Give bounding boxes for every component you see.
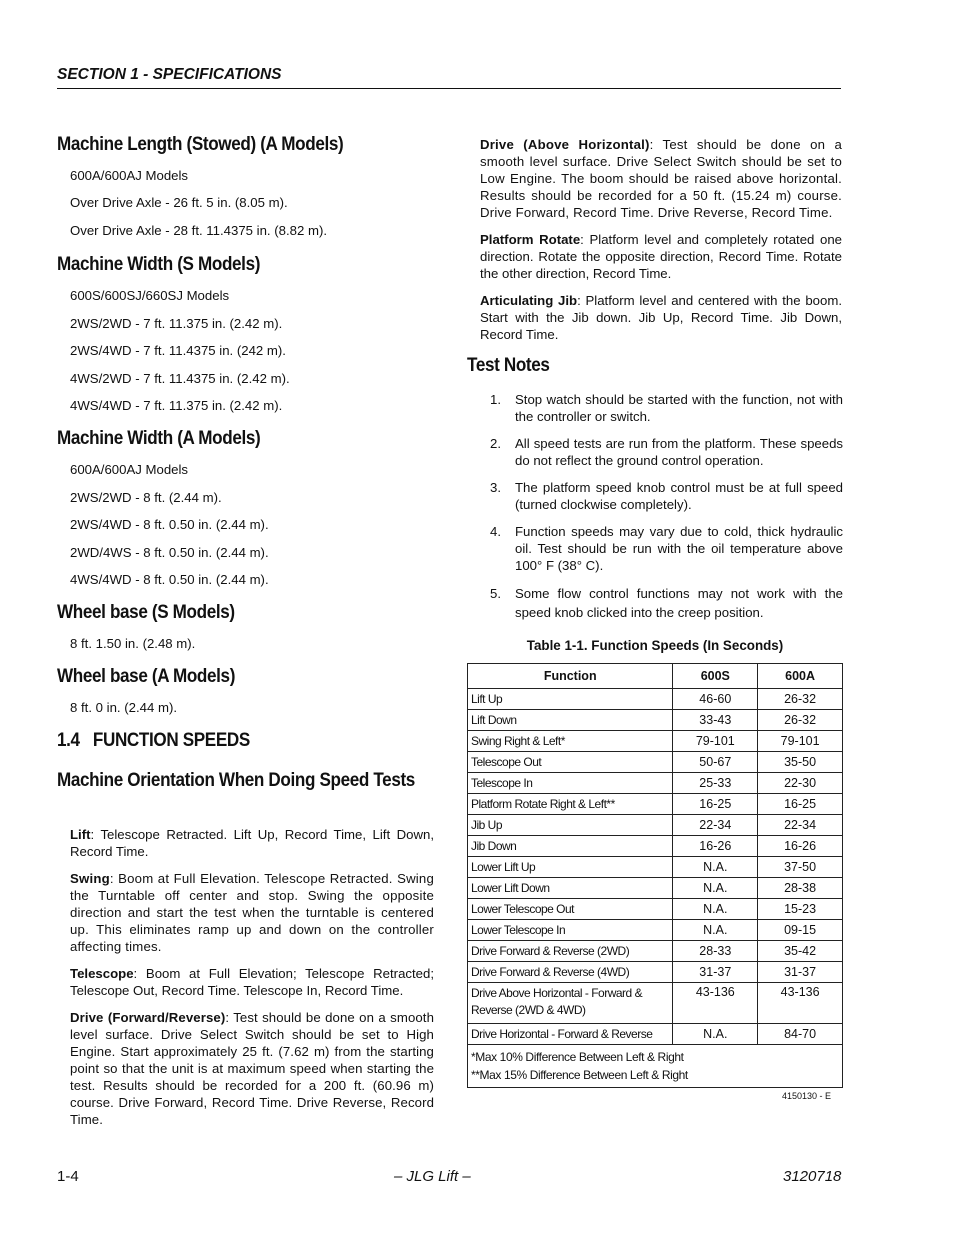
spec-wheelbase-a bbox=[57, 666, 434, 730]
spec-item: 8 ft. 1.50 in. (2.48 m). bbox=[70, 636, 196, 651]
para-telescope: Telescope: Boom at Full Elevation; Telescope Retracted; Telescope Out, Record Time. Telescope In, Record Time. bbox=[70, 966, 434, 998]
table-row: Lower Telescope Out N.A. 15-23 bbox=[468, 899, 843, 920]
column-header: 600A bbox=[758, 664, 843, 689]
para-lift: Lift: Telescope Retracted. Lift Up, Record Time, Lift Down, Record Time. bbox=[70, 827, 434, 859]
spec-item: 600S/600SJ/660SJ Models bbox=[70, 288, 230, 303]
table-row: Lower Lift Up N.A. 37-50 bbox=[468, 857, 843, 878]
heading-test-notes: Test Notes bbox=[467, 355, 550, 376]
figure-code: 4150130 - E bbox=[781, 1091, 831, 1101]
table-caption: Table 1-1. Function Speeds (In Seconds) bbox=[526, 638, 784, 653]
para-drive-above-horizontal: Drive (Above Horizontal): Test should be done on a smooth level surface. Drive Select Switch should be set to Low Engine. The boom should be raised above horizontal. Results should be recorded for a 50 ft. (15.24 m) course. Drive Forward, Record Time. Drive Reverse, Record Time. bbox=[480, 137, 842, 220]
spec-item: 2WD/4WS - 8 ft. 0.50 in. (2.44 m). bbox=[70, 545, 269, 560]
table-row: Telescope Out 50-67 35-50 bbox=[468, 752, 843, 773]
table-row: Drive Forward & Reverse (4WD) 31-37 31-37 bbox=[468, 962, 843, 983]
column-header: 600S bbox=[673, 664, 758, 689]
spec-item: 2WS/4WD - 7 ft. 11.4375 in. (242 m). bbox=[70, 343, 286, 358]
table-row: Lift Down 33-43 26-32 bbox=[468, 710, 843, 731]
heading-wheelbase-a: Wheel base (A Models) bbox=[57, 666, 236, 687]
heading-width-s: Machine Width (S Models) bbox=[57, 254, 261, 275]
heading-machine-orientation: Machine Orientation When Doing Speed Tests bbox=[57, 770, 415, 791]
table-row: Jib Up 22-34 22-34 bbox=[468, 815, 843, 836]
column-header: Function bbox=[468, 664, 673, 689]
left-column bbox=[57, 130, 434, 1128]
list-item: 2. All speed tests are run from the platform. These speeds do not reflect the ground control operation. bbox=[490, 436, 843, 468]
table-row: Jib Down 16-26 16-26 bbox=[468, 836, 843, 857]
spec-width-a bbox=[57, 428, 434, 602]
table-row: Telescope In 25-33 22-30 bbox=[468, 773, 843, 794]
para-swing: Swing: Boom at Full Elevation. Telescope Retracted. Swing the Turntable off center and stop. Swing the opposite direction and start the test when the turntable is centered up. This eliminates ramp up and down on the controller affecting times. bbox=[70, 871, 434, 954]
section-heading-function-speeds: 1.4 FUNCTION SPEEDS bbox=[57, 730, 250, 751]
spec-item: 4WS/4WD - 8 ft. 0.50 in. (2.44 m). bbox=[70, 572, 269, 587]
para-articulating-jib: Articulating Jib: Platform level and centered with the boom. Start with the Jib down. Jib Up, Record Time. Jib Down, Record Time. bbox=[480, 293, 842, 342]
table-row: Lower Telescope In N.A. 09-15 bbox=[468, 920, 843, 941]
footer-page-number: 1-4 bbox=[57, 1168, 79, 1185]
spec-item: 2WS/4WD - 8 ft. 0.50 in. (2.44 m). bbox=[70, 517, 269, 532]
footer-publisher: – JLG Lift – bbox=[394, 1168, 471, 1185]
table-row: Swing Right & Left* 79-101 79-101 bbox=[468, 731, 843, 752]
right-column bbox=[467, 136, 843, 1101]
table-row: Lift Up 46-60 26-32 bbox=[468, 689, 843, 710]
list-item: 5. Some flow control functions may not work with the speed knob clicked into the creep position. bbox=[490, 586, 843, 620]
table-footnote: *Max 10% Difference Between Left & Right bbox=[471, 1050, 684, 1064]
table-row: Platform Rotate Right & Left** 16-25 16-25 bbox=[468, 794, 843, 815]
spec-item: 4WS/4WD - 7 ft. 11.375 in. (2.42 m). bbox=[70, 398, 283, 413]
spec-width-s bbox=[57, 254, 434, 428]
table-row: Drive Horizontal - Forward & Reverse N.A. 84-70 bbox=[468, 1024, 843, 1045]
test-notes-list bbox=[467, 391, 843, 622]
spec-item: 4WS/2WD - 7 ft. 11.4375 in. (2.42 m). bbox=[70, 371, 290, 386]
spec-item: Over Drive Axle - 26 ft. 5 in. (8.05 m). bbox=[70, 195, 288, 210]
list-item: 3. The platform speed knob control must be at full speed (turned clockwise completely). bbox=[490, 480, 843, 512]
list-item: 1. Stop watch should be started with the function, not with the controller or switch. bbox=[490, 392, 843, 424]
table-row: Lower Lift Down N.A. 28-38 bbox=[468, 878, 843, 899]
spec-item: 2WS/2WD - 7 ft. 11.375 in. (2.42 m). bbox=[70, 316, 283, 331]
spec-item: 2WS/2WD - 8 ft. (2.44 m). bbox=[70, 490, 222, 505]
spec-item: 8 ft. 0 in. (2.44 m). bbox=[70, 700, 178, 715]
spec-item: Over Drive Axle - 28 ft. 11.4375 in. (8.82 m). bbox=[70, 223, 328, 238]
table-row: Drive Above Horizontal - Forward & Reverse (2WD & 4WD) 43-136 43-136 bbox=[468, 983, 843, 1024]
para-platform-rotate: Platform Rotate: Platform level and completely rotated one direction. Rotate the opposite direction, Record Time. Rotate the other direction, Record Time. bbox=[480, 232, 843, 281]
para-drive-forward-reverse: Drive (Forward/Reverse): Test should be done on a smooth level surface. Drive Select Switch should be set to High Engine. Start approximately 25 ft. (7.62 m) from the starting point so that the unit is at maximum speed when starting the test. Results should be recorded for a 200 ft. (60.96 m) course. Drive Forward, Record Time. Drive Reverse, Record Time. bbox=[70, 1010, 435, 1127]
function-speeds-table bbox=[467, 663, 843, 1088]
spec-length-a bbox=[57, 130, 434, 254]
heading-wheelbase-s: Wheel base (S Models) bbox=[57, 602, 235, 623]
table-footnote: **Max 15% Difference Between Left & Right bbox=[471, 1068, 688, 1082]
table-row: Drive Forward & Reverse (2WD) 28-33 35-42 bbox=[468, 941, 843, 962]
list-item: 4. Function speeds may vary due to cold, thick hydraulic oil. Test should be run with the oil temperature above 100° F (38° C). bbox=[490, 524, 843, 573]
heading-width-a: Machine Width (A Models) bbox=[57, 428, 261, 449]
spec-item: 600A/600AJ Models bbox=[70, 462, 189, 477]
spec-item: 600A/600AJ Models bbox=[70, 168, 189, 183]
table-header-row bbox=[468, 664, 843, 689]
spec-wheelbase-s bbox=[57, 602, 434, 666]
footer-doc-number: 3120718 bbox=[783, 1168, 842, 1185]
table-footnote-row bbox=[468, 1045, 843, 1088]
section-title: SECTION 1 - SPECIFICATIONS bbox=[57, 66, 282, 83]
page-header bbox=[57, 66, 841, 89]
heading-length-a: Machine Length (Stowed) (A Models) bbox=[57, 134, 344, 155]
